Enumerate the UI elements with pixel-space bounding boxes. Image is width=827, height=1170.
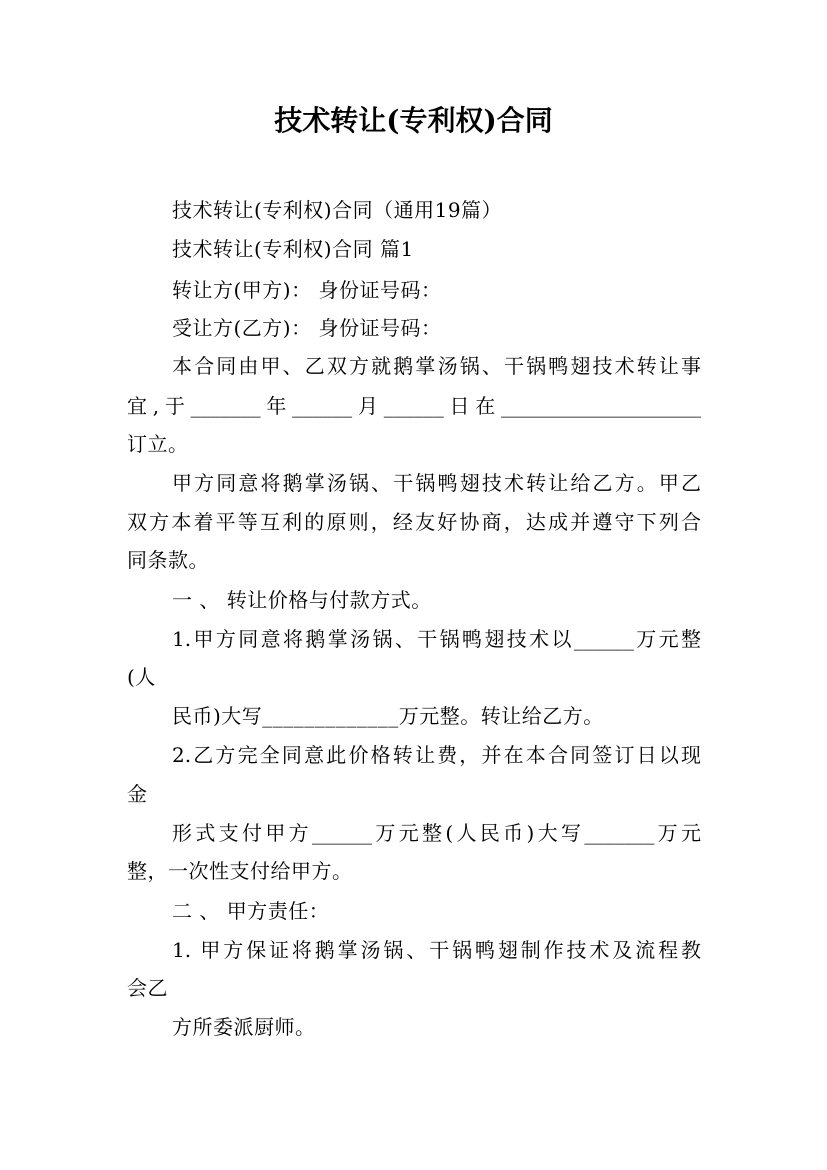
chapter-heading: 技术转让(专利权)合同 篇1 <box>172 237 414 261</box>
clause-line: 整，一次性支付给甲方。 <box>127 859 353 883</box>
section-heading-price: 一 、 转让价格与付款方式。 <box>172 588 432 612</box>
clause-line: 民币)大写_____________万元整。转让给乙方。 <box>172 704 604 728</box>
clause-line: 方所委派厨师。 <box>172 1015 316 1039</box>
paragraph-line: 同条款。 <box>127 548 209 572</box>
clause-line: (人 <box>127 665 156 689</box>
subtitle-line: 技术转让(专利权)合同（通用19篇） <box>172 198 503 222</box>
paragraph-line: 宜,于_______年______月______日在____________________ <box>127 394 701 418</box>
paragraph-line: 双方本着平等互利的原则，经友好协商，达成并遵守下列合 <box>127 510 701 534</box>
clause-line: 2.乙方完全同意此价格转让费，并在本合同签订日以现 <box>172 743 701 767</box>
clause-line: 1.甲方同意将鹅掌汤锅、干锅鸭翅技术以______万元整 <box>172 627 701 651</box>
paragraph-line: 订立。 <box>127 432 189 456</box>
paragraph-line: 甲方同意将鹅掌汤锅、干锅鸭翅技术转让给乙方。甲乙 <box>172 471 701 495</box>
section-heading-duties: 二 、 甲方责任： <box>172 899 330 923</box>
document-title: 技术转让(专利权)合同 <box>274 104 553 137</box>
clause-line: 1. 甲方保证将鹅掌汤锅、干锅鸭翅制作技术及流程教 <box>172 938 701 962</box>
transferee-line: 受让方(乙方)： 身份证号码： <box>172 316 442 340</box>
transferor-line: 转让方(甲方)： 身份证号码： <box>172 278 442 302</box>
clause-line: 形式支付甲方______万元整(人民币)大写_______万元 <box>172 821 701 845</box>
clause-line: 会乙 <box>127 976 168 1000</box>
paragraph-line: 本合同由甲、乙双方就鹅掌汤锅、干锅鸭翅技术转让事 <box>172 354 701 378</box>
clause-line: 金 <box>127 782 148 806</box>
